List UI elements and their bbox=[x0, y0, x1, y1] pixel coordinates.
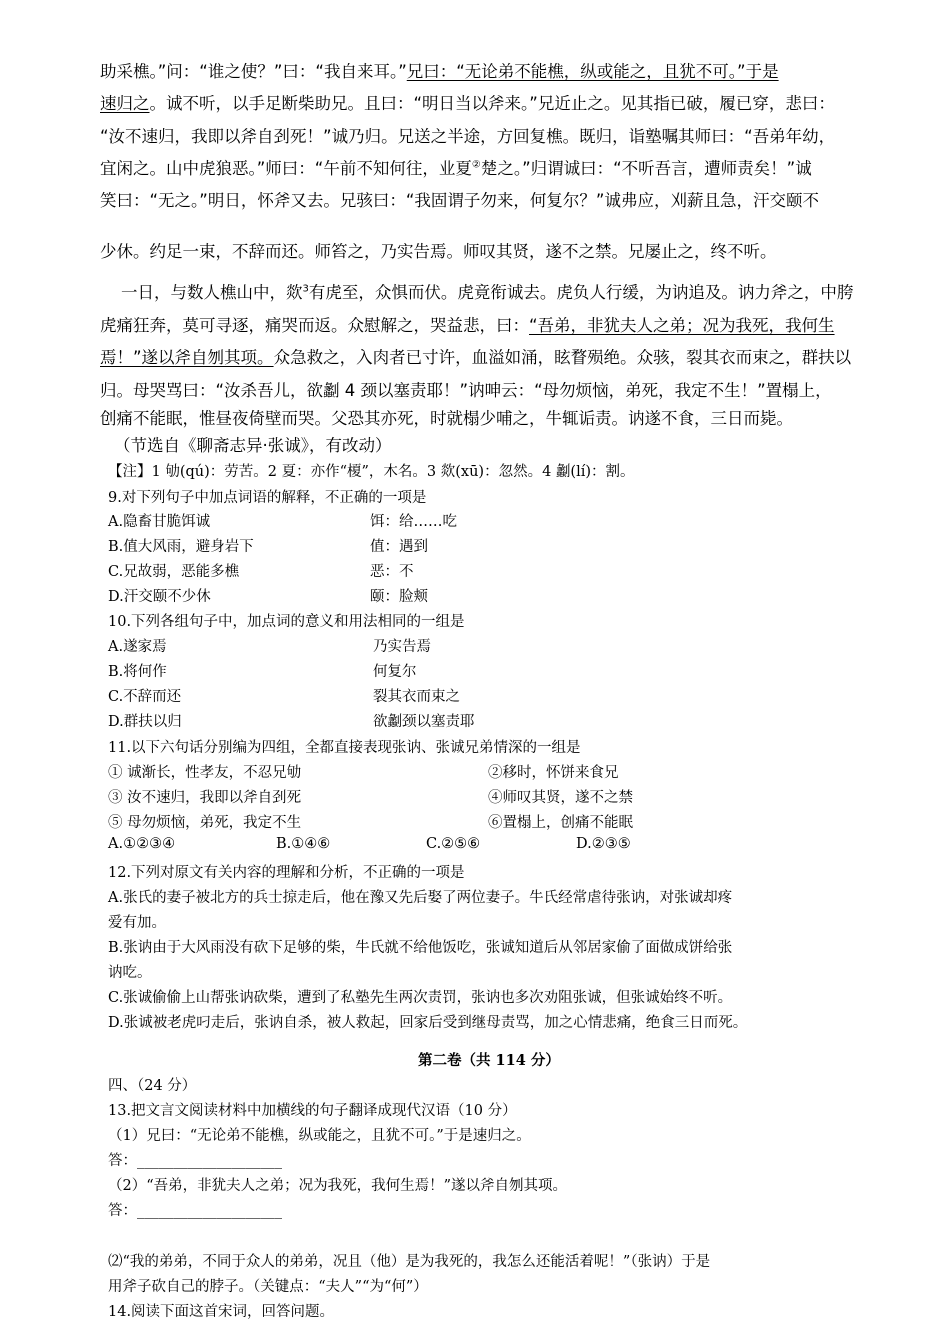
q12-option-a-cont: 爱有加。 bbox=[108, 915, 166, 931]
passage-line bbox=[100, 155, 812, 179]
q13-answer-1[interactable]: 答：____________________ bbox=[108, 1153, 282, 1169]
footnote: 【注】1 劬(qú)：劳苦。2 夏：亦作“榎”，木名。3 欻(xū)：忽然。4 劙(lí)：割。 bbox=[108, 464, 635, 480]
q9-option-a: A.隐畜甘脆饵诚 bbox=[108, 514, 211, 530]
passage-text: 助采樵。”问：“谁之使？”曰：“我自来耳。” bbox=[100, 62, 407, 81]
q11-choice-d: D.②③⑤ bbox=[576, 836, 631, 852]
q10-option-c-pair: 裂其衣而束之 bbox=[373, 689, 460, 705]
footnote-marker: 3 bbox=[302, 283, 309, 295]
q12-option-b: B.张讷由于大风雨没有砍下足够的柴，牛氏就不给他饭吃，张诚知道后从邻居家偷了面做成饼给张 bbox=[108, 940, 733, 956]
underlined-sentence: 兄曰：“无论弟不能樵，纵或能之，且犹不可。”于是 bbox=[406, 62, 779, 81]
q9-option-c: C.兄故弱，恶能多樵 bbox=[108, 564, 240, 580]
passage-text: 有虎至，众惧而伏。虎竟衔诚去。虎负人行缓，为讷追及。讷力斧之，中胯 bbox=[308, 283, 854, 302]
footnote-marker: ② bbox=[471, 159, 481, 171]
q9-option-a-gloss: 饵：给……吃 bbox=[370, 514, 457, 530]
passage-line: 创痛不能眠，惟昼夜倚壁而哭。父恐其亦死，时就榻少哺之，牛辄诟责。讷遂不食，三日而毙。 bbox=[100, 409, 793, 428]
passage-text: 。诚不听，以手足断柴助兄。且曰：“明日当以斧来。”兄近止之。见其指已破，履已穿，悲曰： bbox=[149, 94, 835, 113]
q12-option-c: C.张诚偷偷上山帮张讷砍柴，遭到了私塾先生两次责罚，张讷也多次劝阻张诚，但张诚始终不听。 bbox=[108, 990, 733, 1006]
passage-line: 笑曰：“无之。”明日，怀斧又去。兄骇曰：“我固谓子勿来，何复尔？”诚弗应，刈薪且急，汗交颐不 bbox=[100, 191, 819, 210]
passage-text: 楚之。”归谓诚曰：“不听吾言，遭师责矣！”诚 bbox=[480, 159, 812, 178]
q13-answer-2[interactable]: 答：____________________ bbox=[108, 1203, 282, 1219]
q11-item-2: ②移时，怀饼来食兄 bbox=[488, 765, 619, 781]
q11-item-5: ⑤ 母勿烦恼，弟死，我定不生 bbox=[108, 815, 302, 831]
passage-line: 少休。约足一束，不辞而还。师笞之，乃实告焉。师叹其贤，遂不之禁。兄屡止之，终不听。 bbox=[100, 242, 777, 261]
passage-line bbox=[100, 279, 853, 303]
q9-option-b: B.值大风雨，避身岩下 bbox=[108, 539, 254, 555]
q11-choice-b: B.①④⑥ bbox=[276, 836, 331, 852]
q11-choice-a: A.①②③④ bbox=[108, 836, 176, 852]
question-9-stem: 9.对下列句子中加点词语的解释，不正确的一项是 bbox=[108, 490, 427, 506]
passage-text: 一日，与数人樵山中，欻 bbox=[100, 283, 303, 302]
q12-option-d: D.张诚被老虎叼走后，张讷自杀，被人救起，回家后受到继母责骂，加之心情悲痛，绝食三日而死。 bbox=[108, 1015, 748, 1031]
q11-item-6: ⑥置榻上，创痛不能眠 bbox=[488, 815, 633, 831]
q10-option-d: D.群扶以归 bbox=[108, 714, 182, 730]
passage-line bbox=[100, 58, 779, 82]
q11-choice-c: C.②⑤⑥ bbox=[426, 836, 481, 852]
q9-option-d: D.汗交颐不少休 bbox=[108, 589, 211, 605]
passage-text: 宜闲之。山中虎狼恶。”师曰：“午前不知何往，业夏 bbox=[100, 159, 472, 178]
q10-option-d-pair: 欲劙颈以塞责耶 bbox=[373, 714, 475, 730]
q10-option-c: C.不辞而还 bbox=[108, 689, 182, 705]
q12-option-b-cont: 讷吃。 bbox=[108, 965, 152, 981]
q13-sentence-2: （2）“吾弟，非犹夫人之弟；况为我死，我何生焉！”遂以斧自刎其项。 bbox=[108, 1178, 568, 1194]
q10-option-a-pair: 乃实告焉 bbox=[373, 639, 431, 655]
question-13-stem: 13.把文言文阅读材料中加横线的句子翻译成现代汉语（10 分） bbox=[108, 1103, 517, 1119]
passage-line bbox=[100, 344, 851, 368]
passage-line: 归。母哭骂曰：“汝杀吾儿，欲劙 4 颈以塞责耶！”讷呻云：“母勿烦恼，弟死，我定不生！”置榻上， bbox=[100, 381, 832, 400]
question-10-stem: 10.下列各组句子中，加点词的意义和用法相同的一组是 bbox=[108, 614, 465, 630]
section-four-heading: 四、（24 分） bbox=[108, 1078, 197, 1094]
q13-answer-key-cont: 用斧子砍自己的脖子。（关键点：“夫人”“为“何”） bbox=[108, 1279, 428, 1295]
passage-line bbox=[100, 90, 835, 114]
part-two-title: 第二卷（共 114 分） bbox=[418, 1052, 560, 1069]
q9-option-c-gloss: 恶：不 bbox=[370, 564, 414, 580]
passage-line bbox=[100, 312, 835, 336]
passage-line: “汝不速归，我即以斧自刭死！”诚乃归。兄送之半途，方回复樵。既归，诣塾嘱其师曰：“吾弟年幼， bbox=[100, 127, 836, 146]
question-12-stem: 12.下列对原文有关内容的理解和分析，不正确的一项是 bbox=[108, 865, 465, 881]
q13-answer-key: ⑵“我的弟弟，不同于众人的弟弟，况且（他）是为我死的，我怎么还能活着呢！”（张讷）于是 bbox=[108, 1254, 711, 1270]
underlined-sentence: “吾弟，非犹夫人之弟；况为我死，我何生 bbox=[529, 316, 835, 335]
underlined-sentence: 速归之 bbox=[100, 94, 150, 113]
question-11-stem: 11.以下六句话分别编为四组，全都直接表现张讷、张诚兄弟情深的一组是 bbox=[108, 740, 581, 756]
q11-item-3: ③ 汝不速归，我即以斧自刭死 bbox=[108, 790, 302, 806]
passage-source: （节选自《聊斋志异·张诚》，有改动） bbox=[114, 436, 392, 455]
passage-text: 虎痛狂奔，莫可寻逐，痛哭而返。众慰解之，哭益悲，曰： bbox=[100, 316, 529, 335]
q11-item-4: ④师叹其贤，遂不之禁 bbox=[488, 790, 633, 806]
passage-text: 众急救之，入肉者已寸许，血溢如涌，眩瞀殒绝。众骇，裂其衣而束之，群扶以 bbox=[273, 348, 852, 367]
underlined-sentence: 焉！”遂以斧自刎其项。 bbox=[100, 348, 274, 367]
question-14-stem: 14.阅读下面这首宋词，回答问题。 bbox=[108, 1304, 335, 1320]
q10-option-b: B.将何作 bbox=[108, 664, 167, 680]
q13-sentence-1: （1）兄曰：“无论弟不能樵，纵或能之，且犹不可。”于是速归之。 bbox=[108, 1128, 531, 1144]
q10-option-b-pair: 何复尔 bbox=[373, 664, 417, 680]
q11-item-1: ① 诚渐长，性孝友，不忍兄劬 bbox=[108, 765, 302, 781]
q12-option-a: A.张氏的妻子被北方的兵士掠走后，他在豫又先后娶了两位妻子。牛氏经常虐待张讷，对张诚却疼 bbox=[108, 890, 733, 906]
q9-option-b-gloss: 值：遇到 bbox=[370, 539, 428, 555]
q10-option-a: A.遂家焉 bbox=[108, 639, 167, 655]
q9-option-d-gloss: 颐：脸颊 bbox=[370, 589, 428, 605]
